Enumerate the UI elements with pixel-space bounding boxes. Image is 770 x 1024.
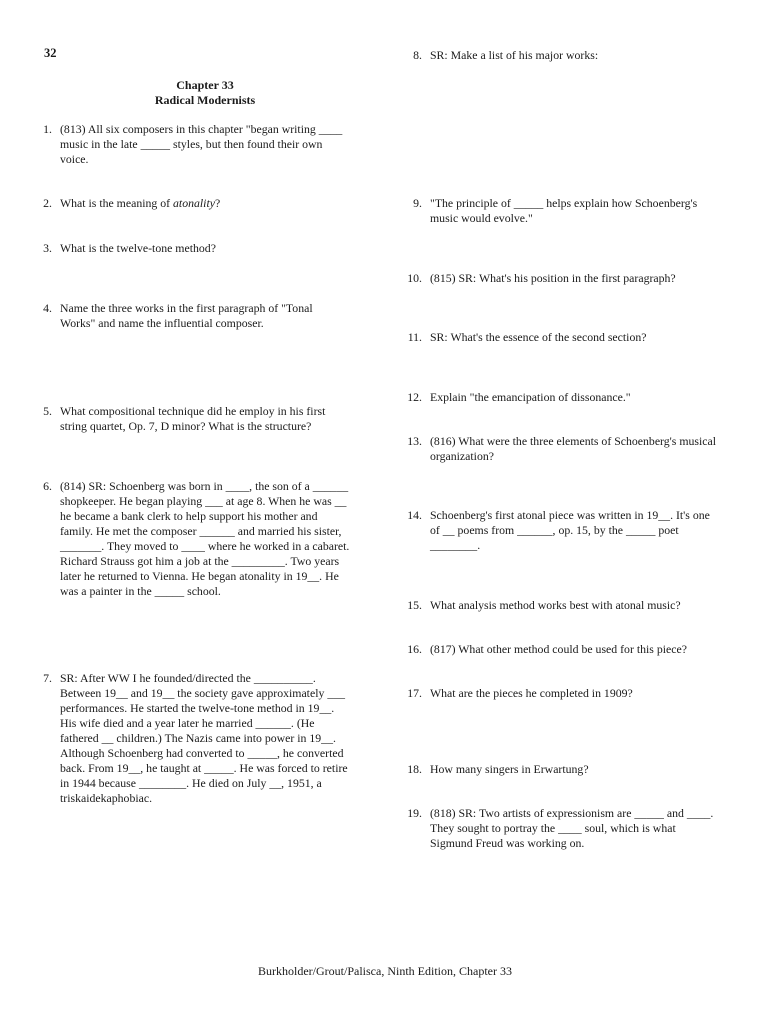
question-text: What is the twelve-tone method? — [60, 241, 216, 255]
question-number: 15. — [407, 598, 422, 612]
question-text: Schoenberg's first atonal piece was written in 19__. It's one of __ poems from ______, op. 15, by the _____ poet ________. — [430, 508, 710, 552]
chapter-number: Chapter 33 — [176, 78, 234, 92]
question-number: 18. — [407, 762, 422, 776]
question-text: (818) SR: Two artists of expressionism are _____ and ____. They sought to portray the ____ soul, which is what Sigmund Freud was working on. — [430, 806, 714, 850]
question-text: (813) All six composers in this chapter "began writing ____ music in the late _____ styles, but then found their own voice. — [60, 122, 343, 166]
question-number: 3. — [43, 241, 52, 255]
question-number: 17. — [407, 686, 422, 700]
page-footer: Burkholder/Grout/Palisca, Ninth Edition, Chapter 33 — [258, 964, 512, 978]
question-text: SR: What's the essence of the second section? — [430, 330, 647, 344]
question-text: What compositional technique did he employ in his first string quartet, Op. 7, D minor? What is the structure? — [60, 404, 326, 433]
question-number: 4. — [43, 301, 52, 315]
question-number: 11. — [407, 330, 422, 344]
question-text: Name the three works in the first paragraph of "Tonal Works" and name the influential composer. — [60, 301, 313, 330]
question-number: 9. — [413, 196, 422, 210]
question-number: 2. — [43, 196, 52, 210]
question-text: SR: After WW I he founded/directed the __________. Between 19__ and 19__ the society gave approximately ___ performances. He started the twelve-tone method in 19__. His wife died and a year later he married ______. (He fathered __ children.) The Nazis came into power in 19__. Although Schoenberg had converted to _____, he converted back. From 19__, he taught at _____. He was forced to retire in 1944 because ________. He died on July __, 1951, a triskaidekaphobiac. — [60, 671, 348, 805]
question-number: 13. — [407, 434, 422, 448]
question-text: What analysis method works best with atonal music? — [430, 598, 681, 612]
chapter-title: Radical Modernists — [154, 93, 256, 107]
question-number: 6. — [43, 479, 52, 493]
question-number: 19. — [407, 806, 422, 820]
question-text: How many singers in Erwartung? — [430, 762, 589, 776]
question-number: 12. — [407, 390, 422, 404]
question-text: (817) What other method could be used for this piece? — [430, 642, 687, 656]
question-text: What is the meaning of atonality? — [60, 196, 221, 210]
question-number: 5. — [43, 404, 52, 418]
question-text: SR: Make a list of his major works: — [430, 48, 599, 62]
question-text: (814) SR: Schoenberg was born in ____, the son of a ______ shopkeeper. He began playing ___ at age 8. When he was __ he became a bank clerk to help support his mother and family. He met the composer ______ and married his sister, _______. They moved to ____ where he worked in a cabaret. Richard Strauss got him a job at the _________. Two years later he returned to Vienna. He began atonality in 19__. He was a painter in the _____ school. — [60, 479, 350, 598]
question-text: Explain "the emancipation of dissonance." — [430, 390, 631, 404]
term-atonality: atonality — [173, 196, 215, 210]
question-number: 8. — [413, 48, 422, 62]
question-number: 14. — [407, 508, 422, 522]
question-text: "The principle of _____ helps explain how Schoenberg's music would evolve." — [430, 196, 698, 225]
question-text: (815) SR: What's his position in the first paragraph? — [430, 271, 676, 285]
question-text: (816) What were the three elements of Schoenberg's musical organization? — [430, 434, 717, 463]
question-number: 10. — [407, 271, 422, 285]
question-number: 1. — [43, 122, 52, 136]
question-number: 7. — [43, 671, 52, 685]
page-number: 32 — [44, 46, 57, 60]
question-number: 16. — [407, 642, 422, 656]
question-text: What are the pieces he completed in 1909? — [430, 686, 633, 700]
